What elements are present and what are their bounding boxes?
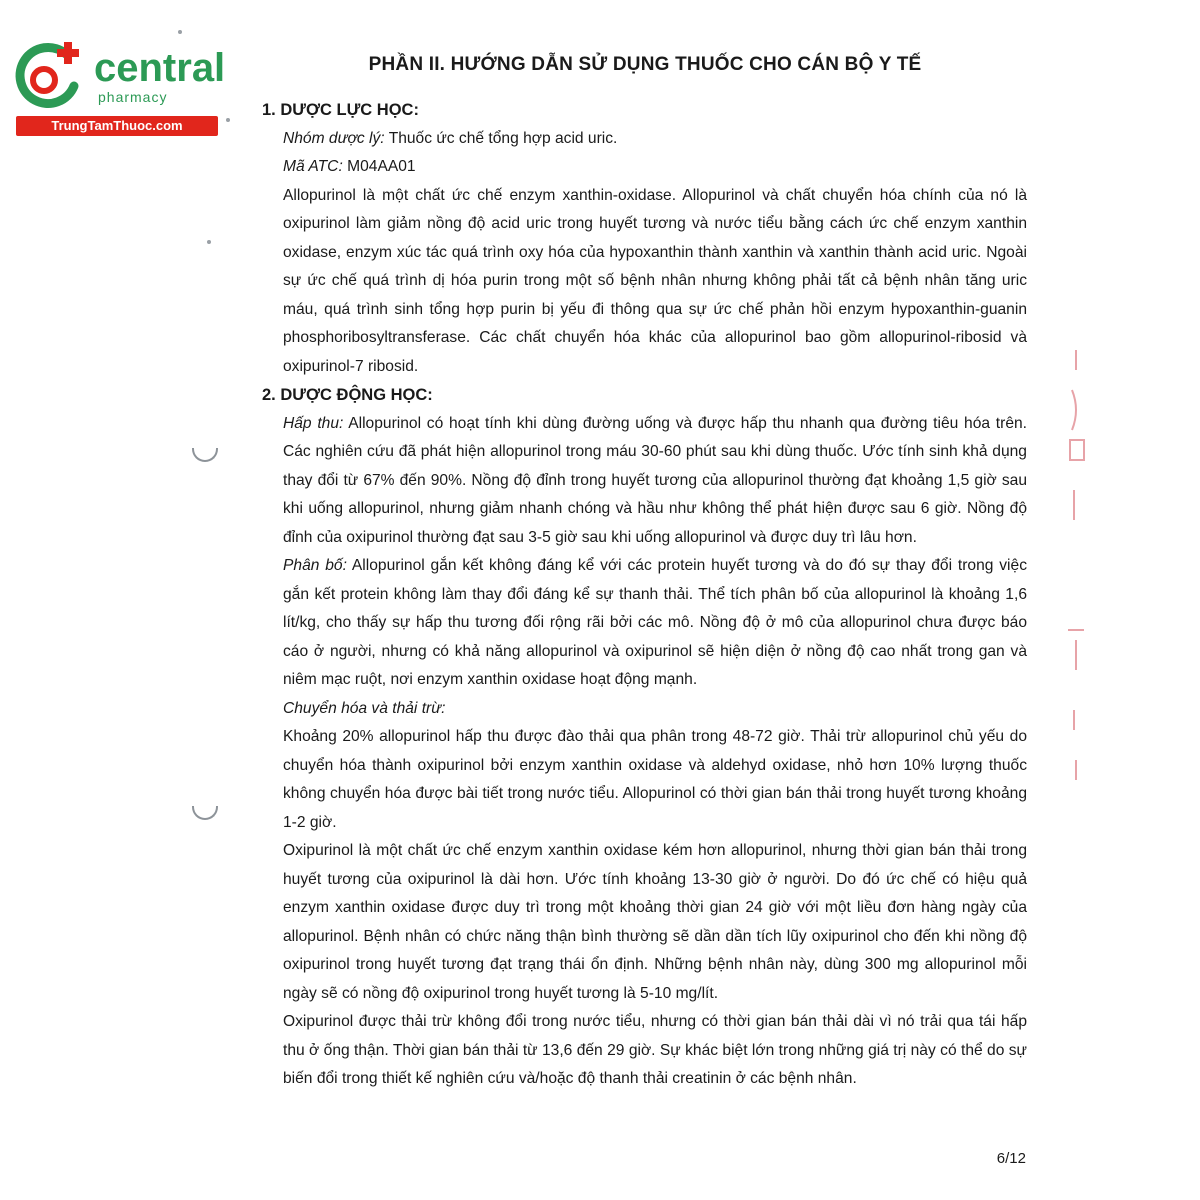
logo-subtitle: pharmacy [98,89,168,105]
logo-name: central [94,46,226,90]
punch-hole-mark [192,806,218,820]
distribution-label: Phân bố: [283,557,347,574]
document-body [262,96,1027,1094]
section-heading-pharmacodynamics: 1. DƯỢC LỰC HỌC: [262,101,419,119]
page-number: 6/12 [996,1150,1026,1167]
pharmacodynamics-paragraph: Allopurinol là một chất ức chế enzym xanthin-oxidase. Allopurinol và chất chuyển hóa chính của nó là oxipurinol làm giảm nồng độ acid uric trong huyết tương và nước tiểu bằng cách ức chế enzym xanthin oxidase, enzym xúc tác quá trình oxy hóa của hypoxanthin thành xanthin và xanthin thành acid uric. Ngoài sự ức chế quá trình dị hóa purin trong một số bệnh nhân nhưng không phải tất cả bệnh nhân tăng uric máu, quá trình sinh tổng hợp purin bị yếu đi thông qua sự ức chế phản hồi enzym hypoxanthin-guanin phosphoribosyltransferase. Các chất chuyển hóa khác của allopurinol bao gồm allopurinol-ribosid và oxipurinol-7 ribosid. [283,186,1027,375]
distribution-text: Allopurinol gắn kết không đáng kể với các protein huyết tương và do đó sự thay đổi trong việc gắn kết protein không làm thay đổi đáng kể sự thanh thải. Thể tích phân bố của allopurinol là khoảng 1,6 lít/kg, cho thấy sự hấp thu tương đối rộng rãi bởi các mô. Nồng độ ở mô của allopurinol chưa được báo cáo ở người, nhưng có khả năng allopurinol và oxipurinol sẽ hiện diện ở nồng độ cao nhất trong gan và niêm mạc ruột, nơi enzym xanthin oxidase hoạt động mạnh. [283,557,1027,688]
logo-website-banner: TrungTamThuoc.com [16,116,218,136]
scan-speck [226,118,230,122]
metabolism-paragraph-3: Oxipurinol được thải trừ không đổi trong nước tiểu, nhưng có thời gian bán thải dài vì nó trải qua tái hấp thu ở ống thận. Thời gian bán thải từ 13,6 đến 29 giờ. Sự khác biệt lớn trong những giá trị này có thể do sự biến đổi trong thiết kế nghiên cứu và/hoặc độ thanh thải creatinin ở các bệnh nhân. [283,1013,1027,1087]
scan-speck [207,240,211,244]
absorption-label: Hấp thu: [283,414,344,432]
group-value: Thuốc ức chế tổng hợp acid uric. [384,129,618,147]
brand-logo [8,36,226,136]
absorption-text: Allopurinol có hoạt tính khi dùng đường uống và được hấp thu nhanh qua đường tiêu hóa trên. Các nghiên cứu đã phát hiện allopurinol trong máu 30-60 phút sau khi dùng thuốc. Ước tính sinh khả dụng thay đổi từ 67% đến 90%. Nồng độ đỉnh trong huyết tương của allopurinol thường đạt khoảng 1,5 giờ sau khi uống allopurinol, nhưng giảm nhanh chóng và hầu như không thể phát hiện được sau 6 giờ. Nồng độ đỉnh của oxipurinol thường đạt sau 3-5 giờ sau khi uống allopurinol và được duy trì lâu hơn. [283,414,1027,546]
margin-stamp-marks [1062,340,1092,800]
punch-hole-mark [192,448,218,462]
atc-value: M04AA01 [342,158,416,175]
atc-label: Mã ATC: [283,158,343,175]
absorption-paragraph [283,410,1027,553]
page-title: PHẦN II. HƯỚNG DẪN SỬ DỤNG THUỐC CHO CÁN BỘ Y TẾ [368,54,922,75]
pharmacological-group [283,125,1027,154]
central-pharmacy-logo-icon [8,36,88,116]
group-label: Nhóm dược lý: [283,129,385,147]
metabolism-heading: Chuyển hóa và thải trừ: [283,699,446,717]
metabolism-paragraph-1: Khoảng 20% allopurinol hấp thu được đào thải qua phân trong 48-72 giờ. Thải trừ allopurinol chủ yếu do chuyển hóa thành oxipurinol bởi enzym xanthin oxidase và aldehyd oxidase, nhỏ hơn 10% lượng thuốc không chuyển hóa được bài tiết trong nước tiểu. Allopurinol có thời gian bán thải trong huyết tương khoảng 1-2 giờ. [283,728,1027,831]
metabolism-paragraph-2: Oxipurinol là một chất ức chế enzym xanthin oxidase kém hơn allopurinol, nhưng thời gian bán thải trong huyết tương của oxipurinol là dài hơn. Ước tính khoảng 13-30 giờ ở người. Do đó ức chế có hiệu quả enzym xanthin oxidase được duy trì trong một khoảng thời gian 24 giờ với một liều đơn hàng ngày của allopurinol. Bệnh nhân có chức năng thận bình thường sẽ dần dần tích lũy oxipurinol cho đến khi nồng độ oxipurinol trong huyết tương đạt trạng thái ổn định. Những bệnh nhân này, dùng 300 mg allopurinol mỗi ngày sẽ có nồng độ oxipurinol trong huyết tương là 5-10 mg/lít. [283,842,1027,1002]
atc-code [283,153,1027,182]
section-heading-pharmacokinetics: 2. DƯỢC ĐỘNG HỌC: [262,386,433,404]
distribution-paragraph [283,552,1027,695]
scan-speck [178,30,182,34]
